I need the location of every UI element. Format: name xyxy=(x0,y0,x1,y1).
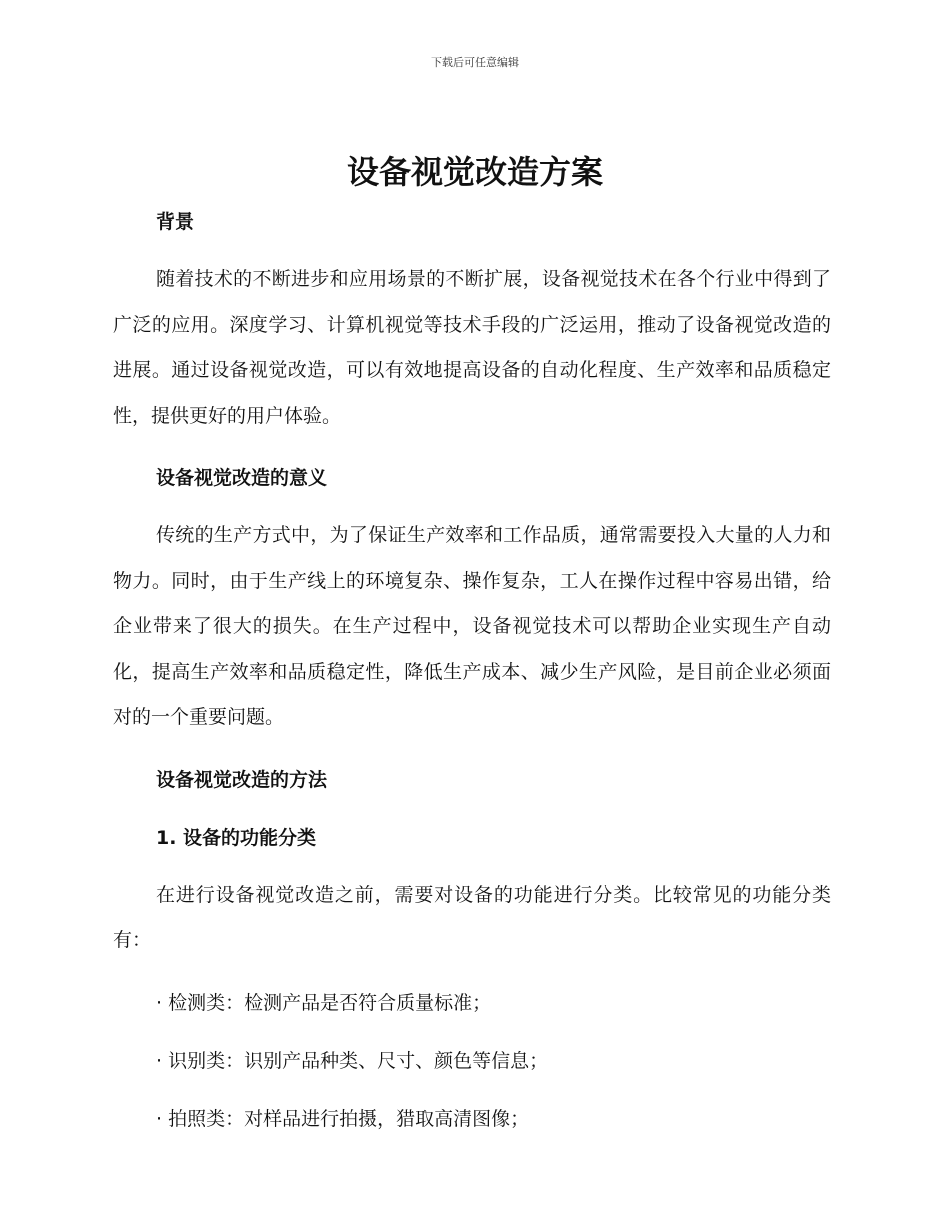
document-body xyxy=(113,205,831,1136)
section-heading-background: 背景 xyxy=(156,211,195,233)
paragraph-background: 随着技术的不断进步和应用场景的不断扩展，设备视觉技术在各个行业中得到了广泛的应用。深度学习、计算机视觉等技术手段的广泛运用，推动了设备视觉改造的进展。通过设备视觉改造，可以有效地提高设备的自动化程度、生产效率和品质稳定性，提供更好的用户体验。 xyxy=(113,268,831,427)
section-heading-methods: 设备视觉改造的方法 xyxy=(156,768,328,791)
list-item-recognition: · 识别类：识别产品种类、尺寸、颜色等信息； xyxy=(156,1049,549,1072)
list-item-detection: · 检测类：检测产品是否符合质量标准； xyxy=(156,991,492,1014)
section-heading-function-classification: 1. 设备的功能分类 xyxy=(156,826,317,849)
paragraph-function-classification: 在进行设备视觉改造之前，需要对设备的功能进行分类。比较常见的功能分类有： xyxy=(113,883,831,951)
header-note: 下载后可任意编辑 xyxy=(431,56,519,69)
section-heading-significance: 设备视觉改造的意义 xyxy=(156,467,328,489)
paragraph-significance: 传统的生产方式中，为了保证生产效率和工作品质，通常需要投入大量的人力和物力。同时，由于生产线上的环境复杂、操作复杂，工人在操作过程中容易出错，给企业带来了很大的损失。在生产过程中，设备视觉技术可以帮助企业实现生产自动化，提高生产效率和品质稳定性，降低生产成本、减少生产风险，是目前企业必须面对的一个重要问题。 xyxy=(113,524,831,728)
document-title: 设备视觉改造方案 xyxy=(346,153,603,191)
list-item-photography: · 拍照类：对样品进行拍摄，猎取高清图像； xyxy=(156,1107,530,1130)
